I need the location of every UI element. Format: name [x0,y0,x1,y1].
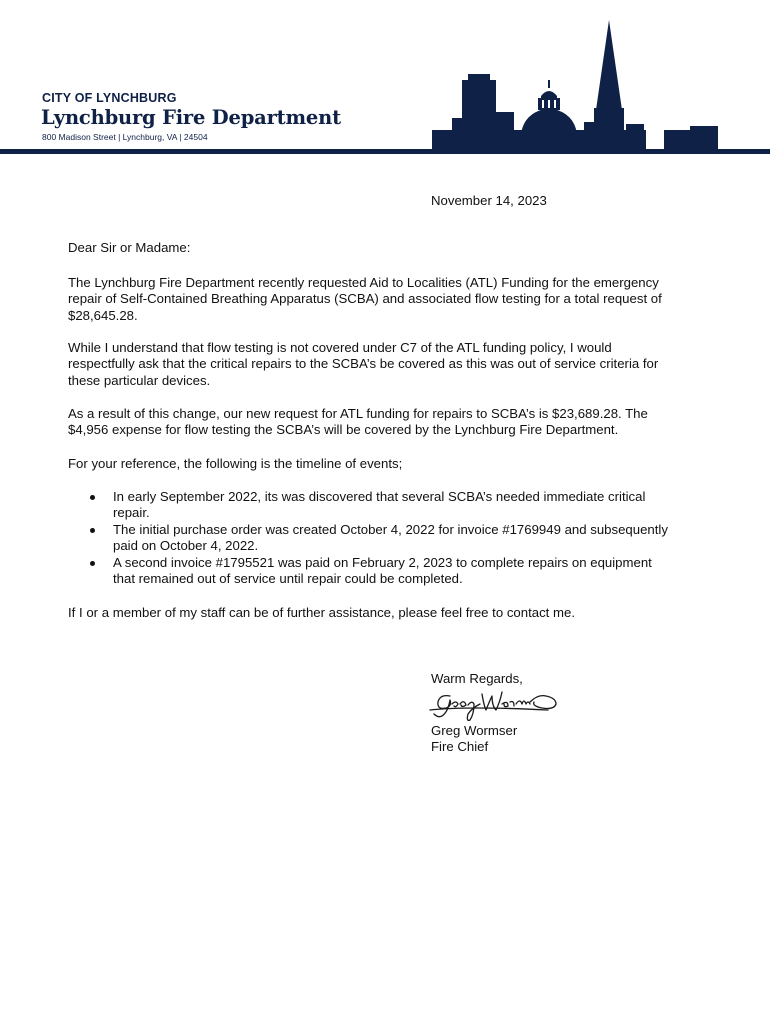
paragraph-line: While I understand that flow testing is not covered under C7 of the ATL funding policy, I would [68,340,612,355]
paragraph-line: The Lynchburg Fire Department recently requested Aid to Localities (ATL) Funding for the emergency [68,275,659,290]
paragraph-new-request [68,406,648,439]
list-item [90,555,668,588]
list-item-line: The initial purchase order was created October 4, 2022 for invoice #1769949 and subsequently [113,521,668,537]
bullet-icon [90,495,95,500]
city-label: CITY OF LYNCHBURG [42,91,177,105]
timeline-list [90,489,668,587]
list-item [90,522,668,555]
paragraph-line: $4,956 expense for flow testing the SCBA’s will be covered by the Lynchburg Fire Department. [68,422,619,438]
paragraph-line: these particular devices. [68,372,211,388]
department-address: 800 Madison Street | Lynchburg, VA | 24504 [42,132,208,142]
salutation: Dear Sir or Madame: [68,240,191,255]
department-name: Lynchburg Fire Department [41,106,341,129]
bullet-icon [90,561,95,566]
bullet-icon [90,528,95,533]
list-item-line: A second invoice #1795521 was paid on February 2, 2023 to complete repairs on equipment [113,554,652,570]
signer-name: Greg Wormser [431,723,518,738]
list-item-line: repair. [113,505,150,521]
signer-title: Fire Chief [431,739,489,754]
paragraph-timeline-intro: For your reference, the following is the timeline of events; [68,456,403,471]
list-item [90,489,668,522]
list-item-line: In early September 2022, its was discovered that several SCBA’s needed immediate critical [113,489,646,504]
paragraph-line: respectfully ask that the critical repairs to the SCBA’s be covered as this was out of service criteria for [68,356,659,372]
letter-date: November 14, 2023 [431,193,547,208]
list-item-line: paid on October 4, 2022. [113,538,259,554]
paragraph-flow-testing [68,340,658,389]
paragraph-closing: If I or a member of my staff can be of further assistance, please feel free to contact me. [68,605,575,620]
list-item-line: that remained out of service until repair could be completed. [113,571,463,587]
letterhead [0,0,770,160]
handwritten-signature [428,684,563,724]
closing-regards: Warm Regards, [431,671,523,686]
paragraph-line: As a result of this change, our new request for ATL funding for repairs to SCBA’s is $23,689.28. The [68,406,648,421]
paragraph-line: repair of Self-Contained Breathing Apparatus (SCBA) and associated flow testing for a total request of [68,291,662,307]
paragraph-line: $28,645.28. [68,307,138,323]
paragraph-funding-request [68,275,662,324]
